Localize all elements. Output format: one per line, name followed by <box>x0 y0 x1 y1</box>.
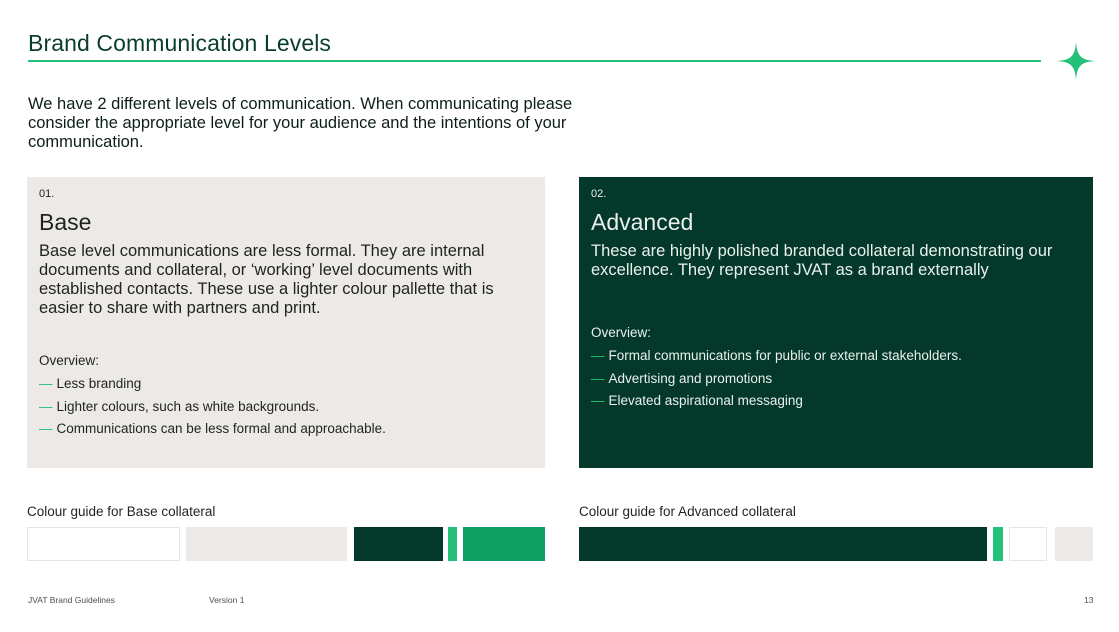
base-swatch-bright-green <box>448 527 457 561</box>
advanced-level-card <box>579 177 1093 468</box>
base-level-card <box>27 177 545 468</box>
footer-brand: JVAT Brand Guidelines <box>28 595 115 605</box>
title-rule <box>28 60 1041 62</box>
card-description: These are highly polished branded collateral demonstrating our excellence. They represent JVAT as a brand externally <box>591 242 1053 279</box>
overview-label: Overview: <box>591 325 652 340</box>
overview-list <box>591 347 962 415</box>
card-number: 02. <box>591 188 607 200</box>
card-description: Base level communications are less formal. They are internal documents and collateral, or ‘working’ level documents with established contacts. These use a lighter colour pallette that is easier to share with partners and print. <box>39 242 494 317</box>
advanced-swatch-white <box>1009 527 1047 561</box>
footer-version: Version 1 <box>209 595 245 605</box>
dash-icon: — <box>39 376 53 391</box>
dash-icon: — <box>591 370 605 386</box>
advanced-colour-guide-label: Colour guide for Advanced collateral <box>579 504 796 519</box>
overview-label: Overview: <box>39 353 100 368</box>
base-swatch-dark-green <box>354 527 443 561</box>
card-number: 01. <box>39 188 55 200</box>
advanced-swatch-dark-green <box>579 527 987 561</box>
advanced-swatch-bright-green <box>993 527 1003 561</box>
page-title: Brand Communication Levels <box>28 30 332 56</box>
overview-list <box>39 375 386 443</box>
dash-icon: — <box>591 393 605 408</box>
dash-icon: — <box>39 421 53 436</box>
list-item: — Formal communications for public or external stakeholders. <box>591 348 962 363</box>
dash-icon: — <box>39 398 53 414</box>
intro-text: We have 2 different levels of communication. When communicating please consider the appropriate level for your audience and the intentions of your communication. <box>28 95 573 151</box>
advanced-swatch-light-grey <box>1055 527 1093 561</box>
sparkle-star-icon <box>1057 42 1095 80</box>
page-number: 13 <box>1084 595 1094 605</box>
list-item: — Communications can be less formal and approachable. <box>39 421 386 436</box>
card-heading: Advanced <box>591 209 694 235</box>
base-swatch-mid-green <box>463 527 545 561</box>
base-swatch-white <box>27 527 180 561</box>
list-item: — Elevated aspirational messaging <box>591 393 803 408</box>
base-swatch-light-grey <box>186 527 347 561</box>
list-item: — Advertising and promotions <box>591 370 773 386</box>
list-item: — Less branding <box>39 376 142 391</box>
list-item: — Lighter colours, such as white backgrounds. <box>39 398 320 414</box>
dash-icon: — <box>591 348 605 363</box>
base-colour-guide-label: Colour guide for Base collateral <box>27 504 216 519</box>
card-heading: Base <box>39 209 92 235</box>
